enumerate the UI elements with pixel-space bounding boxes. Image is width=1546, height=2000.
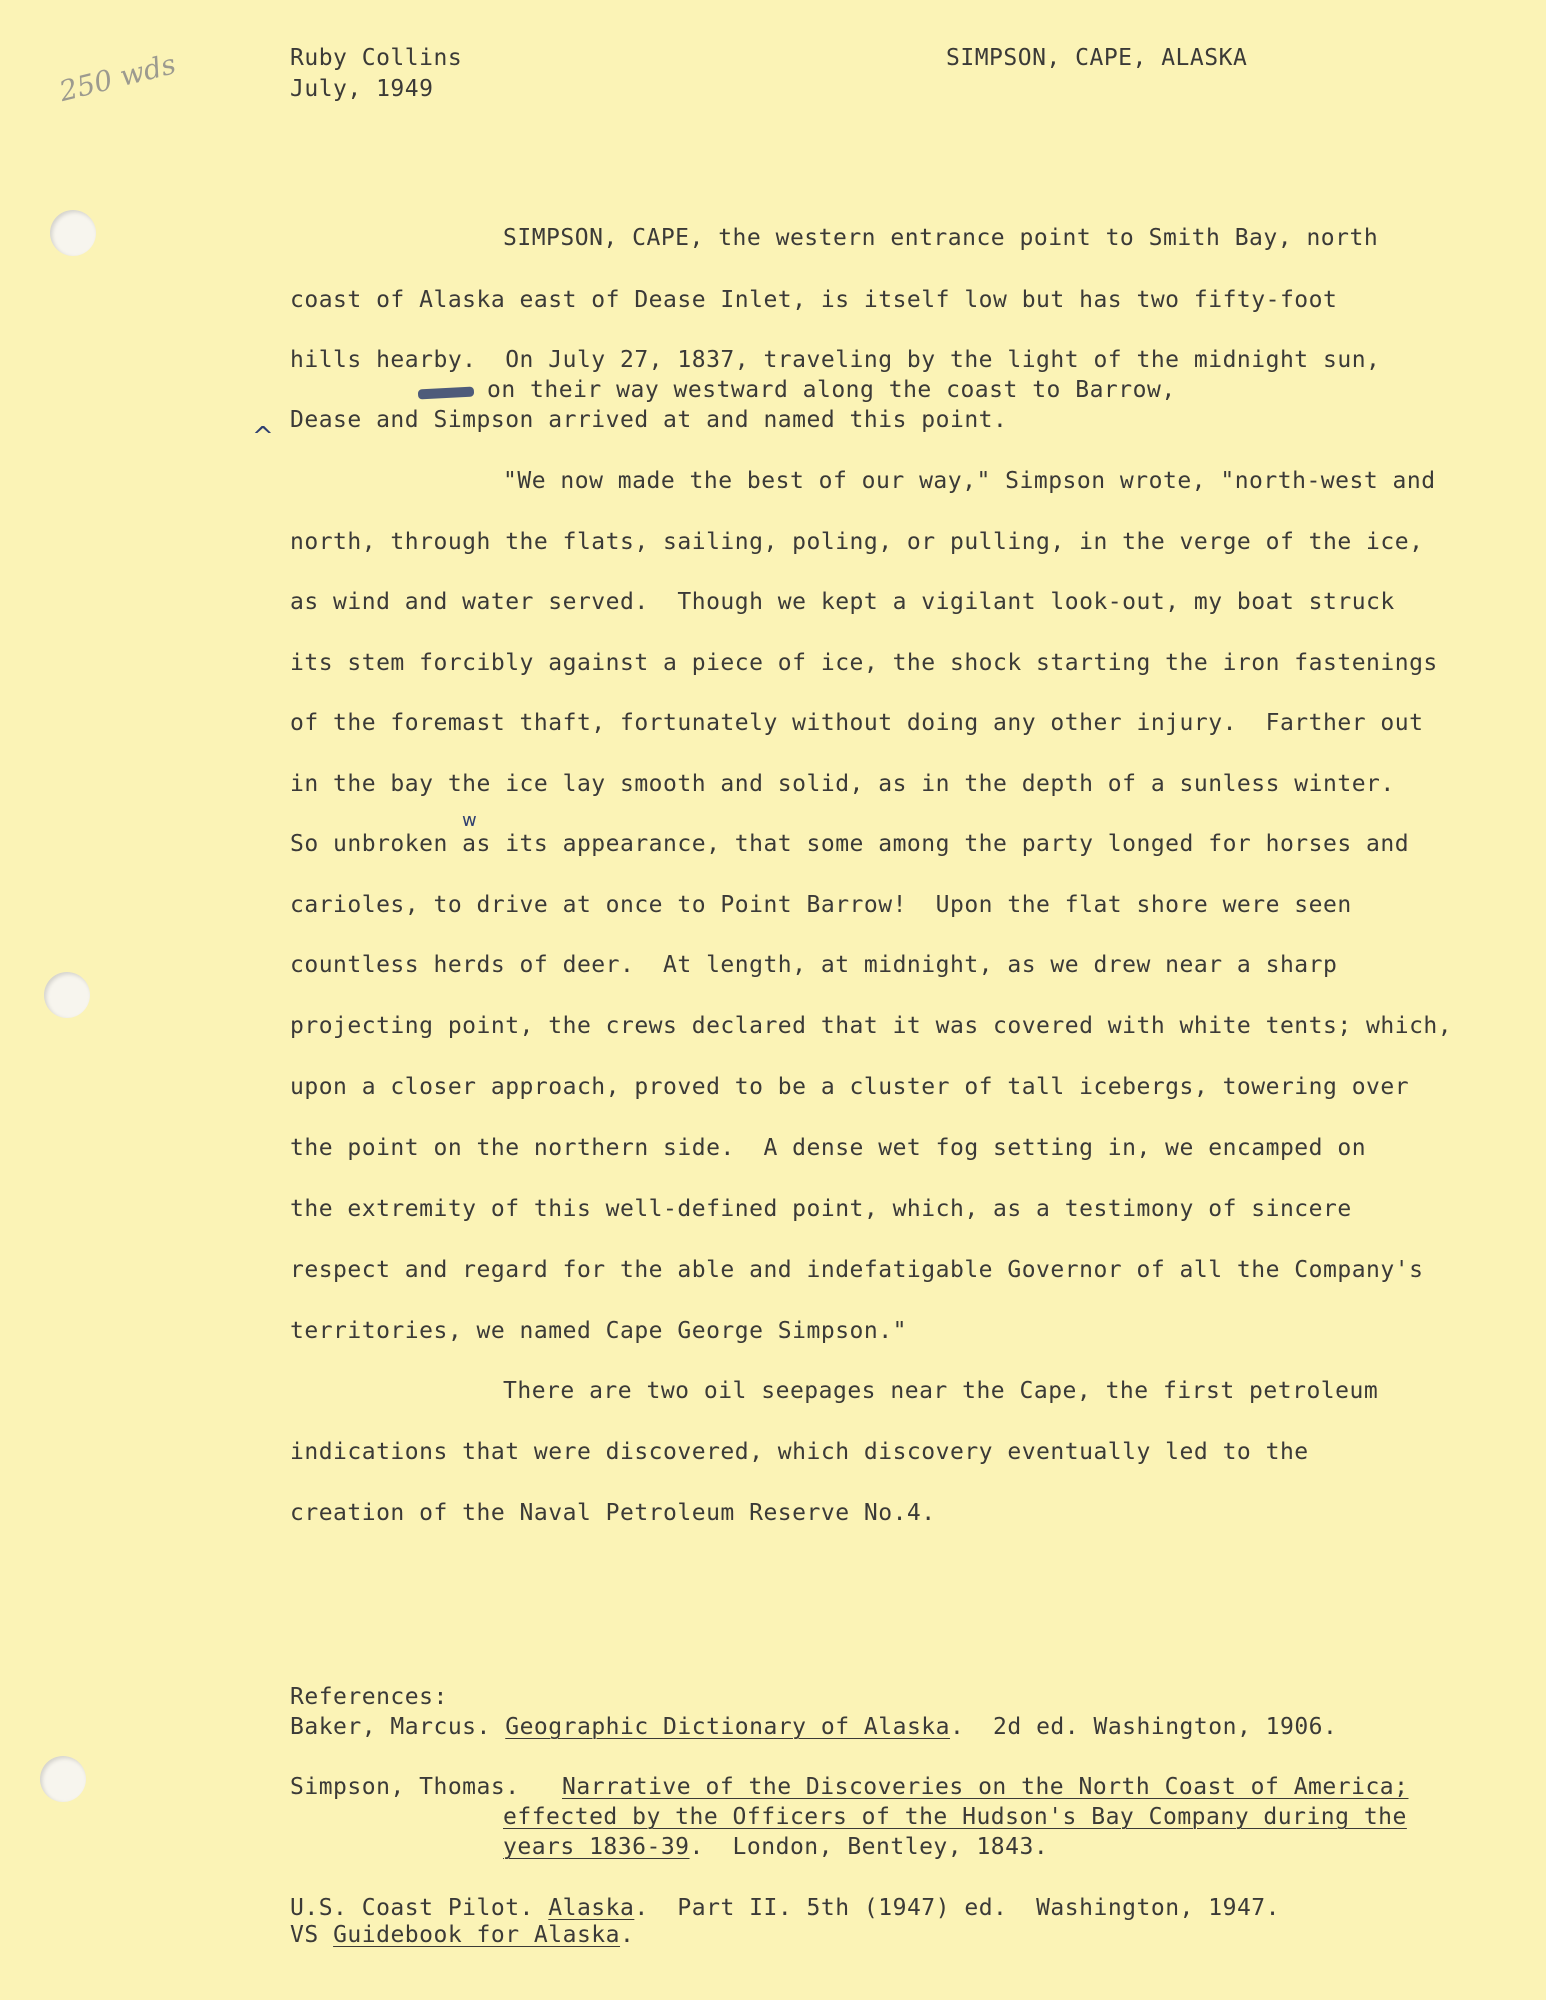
ref-title: Alaska [548, 1895, 635, 1921]
ref-details: . [620, 1922, 635, 1948]
body-line: in the bay the ice lay smooth and solid, as in the depth of a sunless winter. [290, 771, 1395, 797]
reference-simpson-author [290, 1773, 520, 1801]
body-line: upon a closer approach, proved to be a cluster of tall icebergs, towering over [290, 1074, 1410, 1100]
ref-author: U.S. Coast Pilot. [290, 1895, 534, 1921]
body-line: Dease and Simpson arrived at and named this point. [290, 407, 1008, 433]
ref-title: Geographic Dictionary of Alaska [505, 1714, 950, 1740]
document-date: July, 1949 [290, 76, 434, 102]
body-line: north, through the flats, sailing, poling, or pulling, in the verge of the ice, [290, 529, 1424, 555]
ref-author: Simpson, Thomas. [290, 1774, 520, 1800]
body-line: the extremity of this well-defined point, which, as a testimony of sincere [290, 1196, 1352, 1222]
punch-hole-middle [44, 972, 90, 1018]
body-line: of the foremast thaft, fortunately without doing any other injury. Farther out [290, 710, 1424, 736]
ink-insertion-caret: ^ [252, 422, 274, 452]
ref-details: . 2d ed. Washington, 1906. [950, 1714, 1338, 1740]
body-line: territories, we named Cape George Simpson." [290, 1318, 907, 1344]
ink-strikeout [418, 387, 474, 400]
body-line: hills hearby. On July 27, 1837, traveling by the light of the midnight sun, [290, 347, 1381, 373]
body-line: on their way westward along the coast to Barrow, [487, 377, 1176, 403]
ref-title: years 1836-39 [503, 1834, 690, 1860]
document-title: SIMPSON, CAPE, ALASKA [946, 45, 1248, 71]
ref-prefix: VS [290, 1922, 319, 1948]
reference-simpson-title [503, 1833, 1048, 1861]
ink-insertion-w: w [462, 810, 477, 831]
body-line: respect and regard for the able and indefatigable Governor of all the Company's [290, 1257, 1424, 1283]
ref-details: . Part II. 5th (1947) ed. Washington, 1947. [634, 1895, 1280, 1921]
author-name: Ruby Collins [290, 45, 463, 71]
body-line: its stem forcibly against a piece of ice, the shock starting the iron fastenings [290, 650, 1438, 676]
body-line: So unbroken as its appearance, that some among the party longed for horses and [290, 831, 1410, 857]
body-line: "We now made the best of our way," Simpson wrote, "north-west and [503, 468, 1436, 494]
reference-simpson-title [503, 1803, 1407, 1831]
body-line: indications that were discovered, which discovery eventually led to the [290, 1439, 1309, 1465]
reference-simpson-title [562, 1773, 1408, 1801]
ref-title: Guidebook for Alaska [333, 1922, 621, 1948]
reference-baker [290, 1713, 1337, 1741]
reference-coast-pilot [290, 1894, 1280, 1922]
ref-author: Baker, Marcus. [290, 1714, 491, 1740]
body-line: SIMPSON, CAPE, the western entrance point to Smith Bay, north [503, 225, 1379, 251]
punch-hole-bottom [40, 1756, 86, 1802]
body-line: There are two oil seepages near the Cape, the first petroleum [503, 1378, 1379, 1404]
ref-details: . London, Bentley, 1843. [689, 1834, 1049, 1860]
body-line: as wind and water served. Though we kept a vigilant look-out, my boat struck [290, 589, 1395, 615]
body-line: the point on the northern side. A dense wet fog setting in, we encamped on [290, 1135, 1367, 1161]
punch-hole-top [50, 210, 96, 256]
references-heading: References: [290, 1684, 448, 1710]
body-line: carioles, to drive at once to Point Barrow! Upon the flat shore were seen [290, 892, 1352, 918]
body-line: coast of Alaska east of Dease Inlet, is itself low but has two fifty-foot [290, 287, 1338, 313]
body-line: creation of the Naval Petroleum Reserve No.4. [290, 1500, 936, 1526]
ref-title: effected by the Officers of the Hudson's Bay Company during the [503, 1804, 1407, 1830]
body-line: projecting point, the crews declared that it was covered with white tents; which, [290, 1013, 1453, 1039]
reference-guidebook [290, 1921, 634, 1949]
ref-title: Narrative of the Discoveries on the North Coast of America; [562, 1774, 1409, 1800]
body-line: countless herds of deer. At length, at midnight, as we drew near a sharp [290, 952, 1338, 978]
pencil-word-count-note: 250 wds [56, 47, 180, 109]
